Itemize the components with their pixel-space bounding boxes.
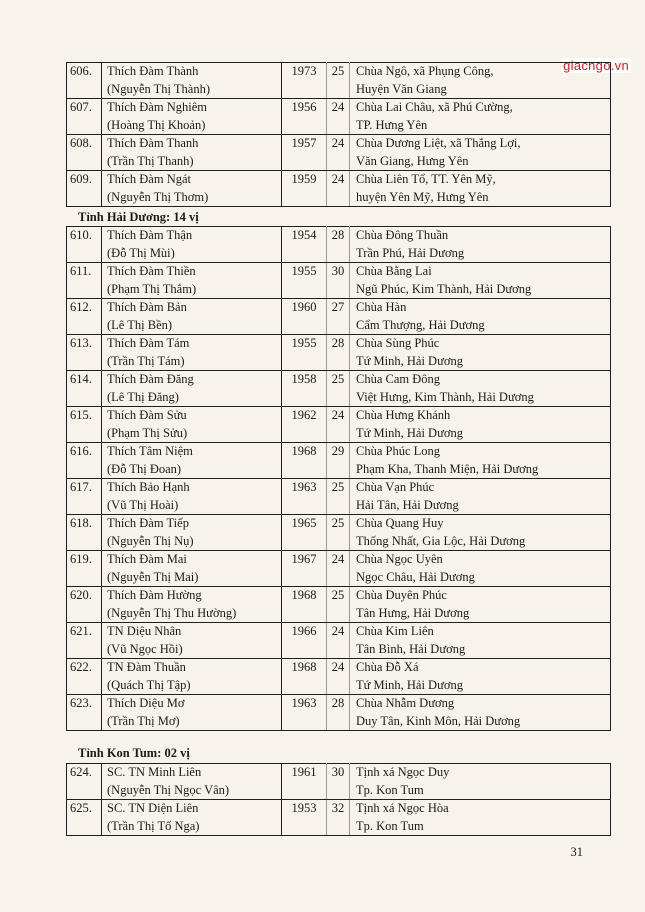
nun-name-text: (Phạm Thị Thắm) [107,281,197,296]
row-number [67,371,102,407]
temple-address [350,99,611,135]
temple-address-text: Chùa Sùng Phúc [356,336,440,350]
nun-name-text: Thích Đàm Thiền [107,264,196,278]
nun-name [102,443,282,479]
temple-address-text: Hải Tân, Hải Dương [356,497,459,512]
nun-name [102,135,282,171]
nun-name [102,171,282,207]
row-number [67,515,102,551]
nun-name-text: Thích Tâm Niệm [107,444,193,458]
table-row [67,551,611,587]
birth-year [282,515,327,551]
age-text: 24 [331,172,345,186]
row-number [67,335,102,371]
birth-year [282,407,327,443]
birth-year [282,171,327,207]
birth-year-text: 1956 [291,100,317,114]
temple-address [350,479,611,515]
nun-name-text: (Hoàng Thị Khoản) [107,117,206,132]
birth-year [282,335,327,371]
nun-name [102,63,282,99]
birth-year [282,299,327,335]
nun-name [102,99,282,135]
birth-year [282,587,327,623]
temple-address [350,371,611,407]
row-number-text: 613. [70,336,92,350]
row-number [67,551,102,587]
row-number-text: 621. [70,624,92,638]
nun-name-text: Thích Đàm Thành [107,64,199,78]
nun-name-text: (Trần Thị Tám) [107,353,185,368]
birth-year [282,695,327,731]
age [327,263,350,299]
age [327,99,350,135]
birth-year [282,99,327,135]
birth-year [282,479,327,515]
nun-name-text: (Nguyễn Thị Nụ) [107,533,194,548]
row-number-text: 619. [70,552,92,566]
nun-name-text: (Nguyễn Thị Thành) [107,81,210,96]
nun-name [102,515,282,551]
table-row [67,99,611,135]
birth-year-text: 1968 [291,588,317,602]
temple-address-text: Chùa Bằng Lai [356,264,432,278]
nun-name-text: (Trần Thị Mơ) [107,713,180,728]
row-number-text: 616. [70,444,92,458]
watermark-logo: giacngo.vn [563,58,629,73]
nun-name-text: (Đỗ Thị Mùi) [107,245,175,260]
age-text: 24 [331,100,345,114]
age [327,695,350,731]
temple-address [350,407,611,443]
temple-address-text: Tịnh xá Ngọc Hòa [356,801,449,815]
table-row [67,623,611,659]
age-text: 24 [331,136,345,150]
nun-name-text: Thích Diệu Mơ [107,696,185,710]
age-text: 25 [331,372,345,386]
nun-name-text: Thích Đàm Hường [107,588,202,602]
birth-year-text: 1957 [291,136,317,150]
temple-address-text: TP. Hưng Yên [356,117,428,132]
age [327,299,350,335]
temple-address [350,587,611,623]
temple-address-text: Chùa Cam Đông [356,372,441,386]
temple-address-text: Việt Hưng, Kim Thành, Hải Dương [356,389,534,404]
row-number-text: 625. [70,801,92,815]
nun-name-text: Thích Đàm Tiếp [107,516,189,530]
temple-address-text: Tịnh xá Ngọc Duy [356,765,450,779]
row-number [67,299,102,335]
nun-name-text: (Quách Thị Tập) [107,677,191,692]
birth-year-text: 1963 [291,696,317,710]
table-row [67,479,611,515]
table-row [67,407,611,443]
birth-year-text: 1968 [291,444,317,458]
age [327,764,350,800]
table-hung-yen [66,62,611,207]
nun-name-text: Thích Đàm Đăng [107,372,194,386]
birth-year-text: 1959 [291,172,317,186]
birth-year-text: 1960 [291,300,317,314]
birth-year-text: 1967 [291,552,317,566]
birth-year [282,371,327,407]
nun-name-text: (Đỗ Thị Đoan) [107,461,182,476]
nun-name-text: SC. TN Diện Liên [107,801,199,815]
birth-year-text: 1961 [291,765,317,779]
nun-name-text: (Trần Thị Tố Nga) [107,818,200,833]
table-row [67,335,611,371]
temple-address-text: Chùa Ngọc Uyên [356,552,443,566]
nun-name-text: (Trần Thị Thanh) [107,153,194,168]
row-number-text: 620. [70,588,92,602]
row-number [67,587,102,623]
birth-year-text: 1958 [291,372,317,386]
age [327,659,350,695]
table-row [67,515,611,551]
row-number-text: 618. [70,516,92,530]
temple-address-text: Tp. Kon Tum [356,782,424,797]
row-number [67,764,102,800]
table-row [67,587,611,623]
birth-year [282,551,327,587]
age-text: 25 [331,64,345,78]
nun-name [102,764,282,800]
temple-address-text: Chùa Ngô, xã Phụng Công, [356,64,494,78]
age [327,587,350,623]
temple-address [350,227,611,263]
nun-name-text: (Lê Thị Đăng) [107,389,179,404]
temple-address [350,515,611,551]
nun-name [102,407,282,443]
temple-address [350,135,611,171]
nun-name [102,371,282,407]
birth-year-text: 1953 [291,801,317,815]
nun-name-text: Thích Đàm Sửu [107,408,187,422]
temple-address [350,623,611,659]
nun-name [102,227,282,263]
birth-year-text: 1973 [291,64,317,78]
age [327,551,350,587]
temple-address-text: Văn Giang, Hưng Yên [356,153,469,168]
table-row [67,695,611,731]
nun-name-text: (Phạm Thị Sửu) [107,425,188,440]
nun-name-text: Thích Đàm Mai [107,552,187,566]
temple-address-text: Chùa Nhẫm Dương [356,696,455,710]
table-row [67,135,611,171]
row-number-text: 607. [70,100,92,114]
nun-name [102,335,282,371]
row-number [67,800,102,836]
temple-address-text: Cẩm Thượng, Hải Dương [356,317,485,332]
nun-name-text: Thích Đàm Bản [107,300,187,314]
nun-name-text: Thích Đàm Nghiêm [107,100,207,114]
age-text: 25 [331,588,345,602]
row-number [67,695,102,731]
nun-name [102,623,282,659]
row-number-text: 624. [70,765,92,779]
birth-year-text: 1962 [291,408,317,422]
row-number [67,623,102,659]
table-row [67,227,611,263]
age-text: 24 [331,624,345,638]
temple-address-text: Tứ Minh, Hải Dương [356,677,463,692]
row-number [67,443,102,479]
nun-name-text: (Vũ Ngọc Hồi) [107,641,183,656]
temple-address-text: Tp. Kon Tum [356,818,424,833]
birth-year-text: 1968 [291,660,317,674]
age [327,227,350,263]
row-number-text: 612. [70,300,92,314]
temple-address-text: Huyện Văn Giang [356,81,447,96]
row-number [67,263,102,299]
birth-year [282,263,327,299]
temple-address [350,800,611,836]
temple-address-text: Ngũ Phúc, Kim Thành, Hải Dương [356,281,532,296]
nun-name-text: Thích Đàm Ngát [107,172,192,186]
row-number [67,227,102,263]
age [327,800,350,836]
table-row [67,63,611,99]
row-number-text: 617. [70,480,92,494]
nun-name [102,659,282,695]
birth-year [282,443,327,479]
table-row [67,764,611,800]
nun-name-text: (Nguyễn Thị Thơm) [107,189,209,204]
age-text: 29 [331,444,345,458]
birth-year-text: 1965 [291,516,317,530]
temple-address [350,63,611,99]
row-number [67,659,102,695]
age [327,515,350,551]
birth-year-text: 1955 [291,336,317,350]
nun-name [102,479,282,515]
temple-address-text: Chùa Quang Huy [356,516,444,530]
temple-address-text: Tứ Minh, Hải Dương [356,425,463,440]
row-number-text: 623. [70,696,92,710]
temple-address-text: Trần Phú, Hải Dương [356,245,465,260]
age [327,135,350,171]
row-number-text: 608. [70,136,92,150]
temple-address [350,764,611,800]
age-text: 25 [331,480,345,494]
temple-address-text: Tân Bình, Hải Dương [356,641,466,656]
age-text: 30 [331,264,345,278]
birth-year [282,63,327,99]
temple-address-text: Chùa Lai Châu, xã Phú Cường, [356,100,513,114]
birth-year [282,659,327,695]
birth-year-text: 1963 [291,480,317,494]
temple-address [350,171,611,207]
temple-address-text: Chùa Hưng Khánh [356,408,451,422]
birth-year [282,227,327,263]
nun-name [102,299,282,335]
nun-name-text: TN Đàm Thuần [107,660,186,674]
nun-name [102,800,282,836]
birth-year [282,623,327,659]
age [327,407,350,443]
temple-address-text: Chùa Đông Thuần [356,228,449,242]
nun-name-text: Thích Đàm Thận [107,228,193,242]
age [327,623,350,659]
temple-address-text: Phạm Kha, Thanh Miện, Hải Dương [356,461,539,476]
row-number-text: 614. [70,372,92,386]
temple-address-text: Tân Hưng, Hải Dương [356,605,470,620]
row-number [67,479,102,515]
temple-address-text: Ngọc Châu, Hải Dương [356,569,475,584]
row-number-text: 622. [70,660,92,674]
nun-name-text: (Lê Thị Bền) [107,317,173,332]
row-number [67,407,102,443]
table-row [67,263,611,299]
table-row [67,659,611,695]
table-row [67,443,611,479]
age [327,335,350,371]
section-title-kon-tum: Tỉnh Kon Tum: 02 vị [78,746,190,760]
temple-address-text: Chùa Vạn Phúc [356,480,435,494]
row-number-text: 606. [70,64,92,78]
age-text: 28 [331,228,345,242]
table-hai-duong [66,226,611,731]
row-number [67,135,102,171]
table-kon-tum [66,763,611,836]
age-text: 32 [331,801,345,815]
row-number [67,171,102,207]
table-row [67,371,611,407]
age [327,63,350,99]
temple-address-text: Chùa Hàn [356,300,407,314]
temple-address-text: Chùa Kim Liên [356,624,434,638]
temple-address [350,659,611,695]
age-text: 24 [331,408,345,422]
temple-address [350,551,611,587]
age-text: 24 [331,660,345,674]
age-text: 30 [331,765,345,779]
row-number-text: 615. [70,408,92,422]
row-number [67,63,102,99]
temple-address-text: Chùa Liên Tổ, TT. Yên Mỹ, [356,172,496,186]
temple-address-text: Thống Nhất, Gia Lộc, Hải Dương [356,533,526,548]
section-title-hai-duong: Tỉnh Hải Dương: 14 vị [78,210,199,224]
birth-year-text: 1966 [291,624,317,638]
temple-address-text: huyện Yên Mỹ, Hưng Yên [356,189,489,204]
row-number [67,99,102,135]
temple-address [350,299,611,335]
nun-name-text: Thích Đàm Thanh [107,136,199,150]
nun-name [102,551,282,587]
temple-address-text: Chùa Dương Liệt, xã Thắng Lợi, [356,136,521,150]
nun-name [102,587,282,623]
nun-name [102,695,282,731]
age-text: 24 [331,552,345,566]
nun-name-text: TN Diệu Nhân [107,624,182,638]
nun-name-text: (Nguyễn Thị Ngọc Vân) [107,782,230,797]
table-row [67,800,611,836]
temple-address-text: Duy Tân, Kinh Môn, Hải Dương [356,713,521,728]
birth-year [282,764,327,800]
nun-name [102,263,282,299]
age [327,479,350,515]
nun-name-text: Thích Đàm Tám [107,336,190,350]
temple-address-text: Chùa Duyên Phúc [356,588,447,602]
temple-address-text: Chùa Đỗ Xá [356,660,419,674]
temple-address-text: Tứ Minh, Hải Dương [356,353,463,368]
table-row [67,171,611,207]
nun-name-text: (Vũ Thị Hoài) [107,497,179,512]
nun-name-text: Thích Bảo Hạnh [107,480,190,494]
table-row [67,299,611,335]
age [327,443,350,479]
age-text: 25 [331,516,345,530]
birth-year-text: 1955 [291,264,317,278]
age [327,371,350,407]
birth-year-text: 1954 [291,228,317,242]
row-number-text: 611. [70,264,92,278]
page-number: 31 [570,845,583,859]
temple-address [350,695,611,731]
age-text: 28 [331,696,345,710]
age [327,171,350,207]
birth-year [282,800,327,836]
age-text: 27 [331,300,345,314]
nun-name-text: (Nguyễn Thị Thu Hường) [107,605,237,620]
temple-address [350,263,611,299]
temple-address [350,335,611,371]
nun-name-text: (Nguyễn Thị Mai) [107,569,199,584]
birth-year [282,135,327,171]
age-text: 28 [331,336,345,350]
nun-name-text: SC. TN Minh Liên [107,765,202,779]
row-number-text: 609. [70,172,92,186]
temple-address [350,443,611,479]
temple-address-text: Chùa Phúc Long [356,444,441,458]
row-number-text: 610. [70,228,92,242]
